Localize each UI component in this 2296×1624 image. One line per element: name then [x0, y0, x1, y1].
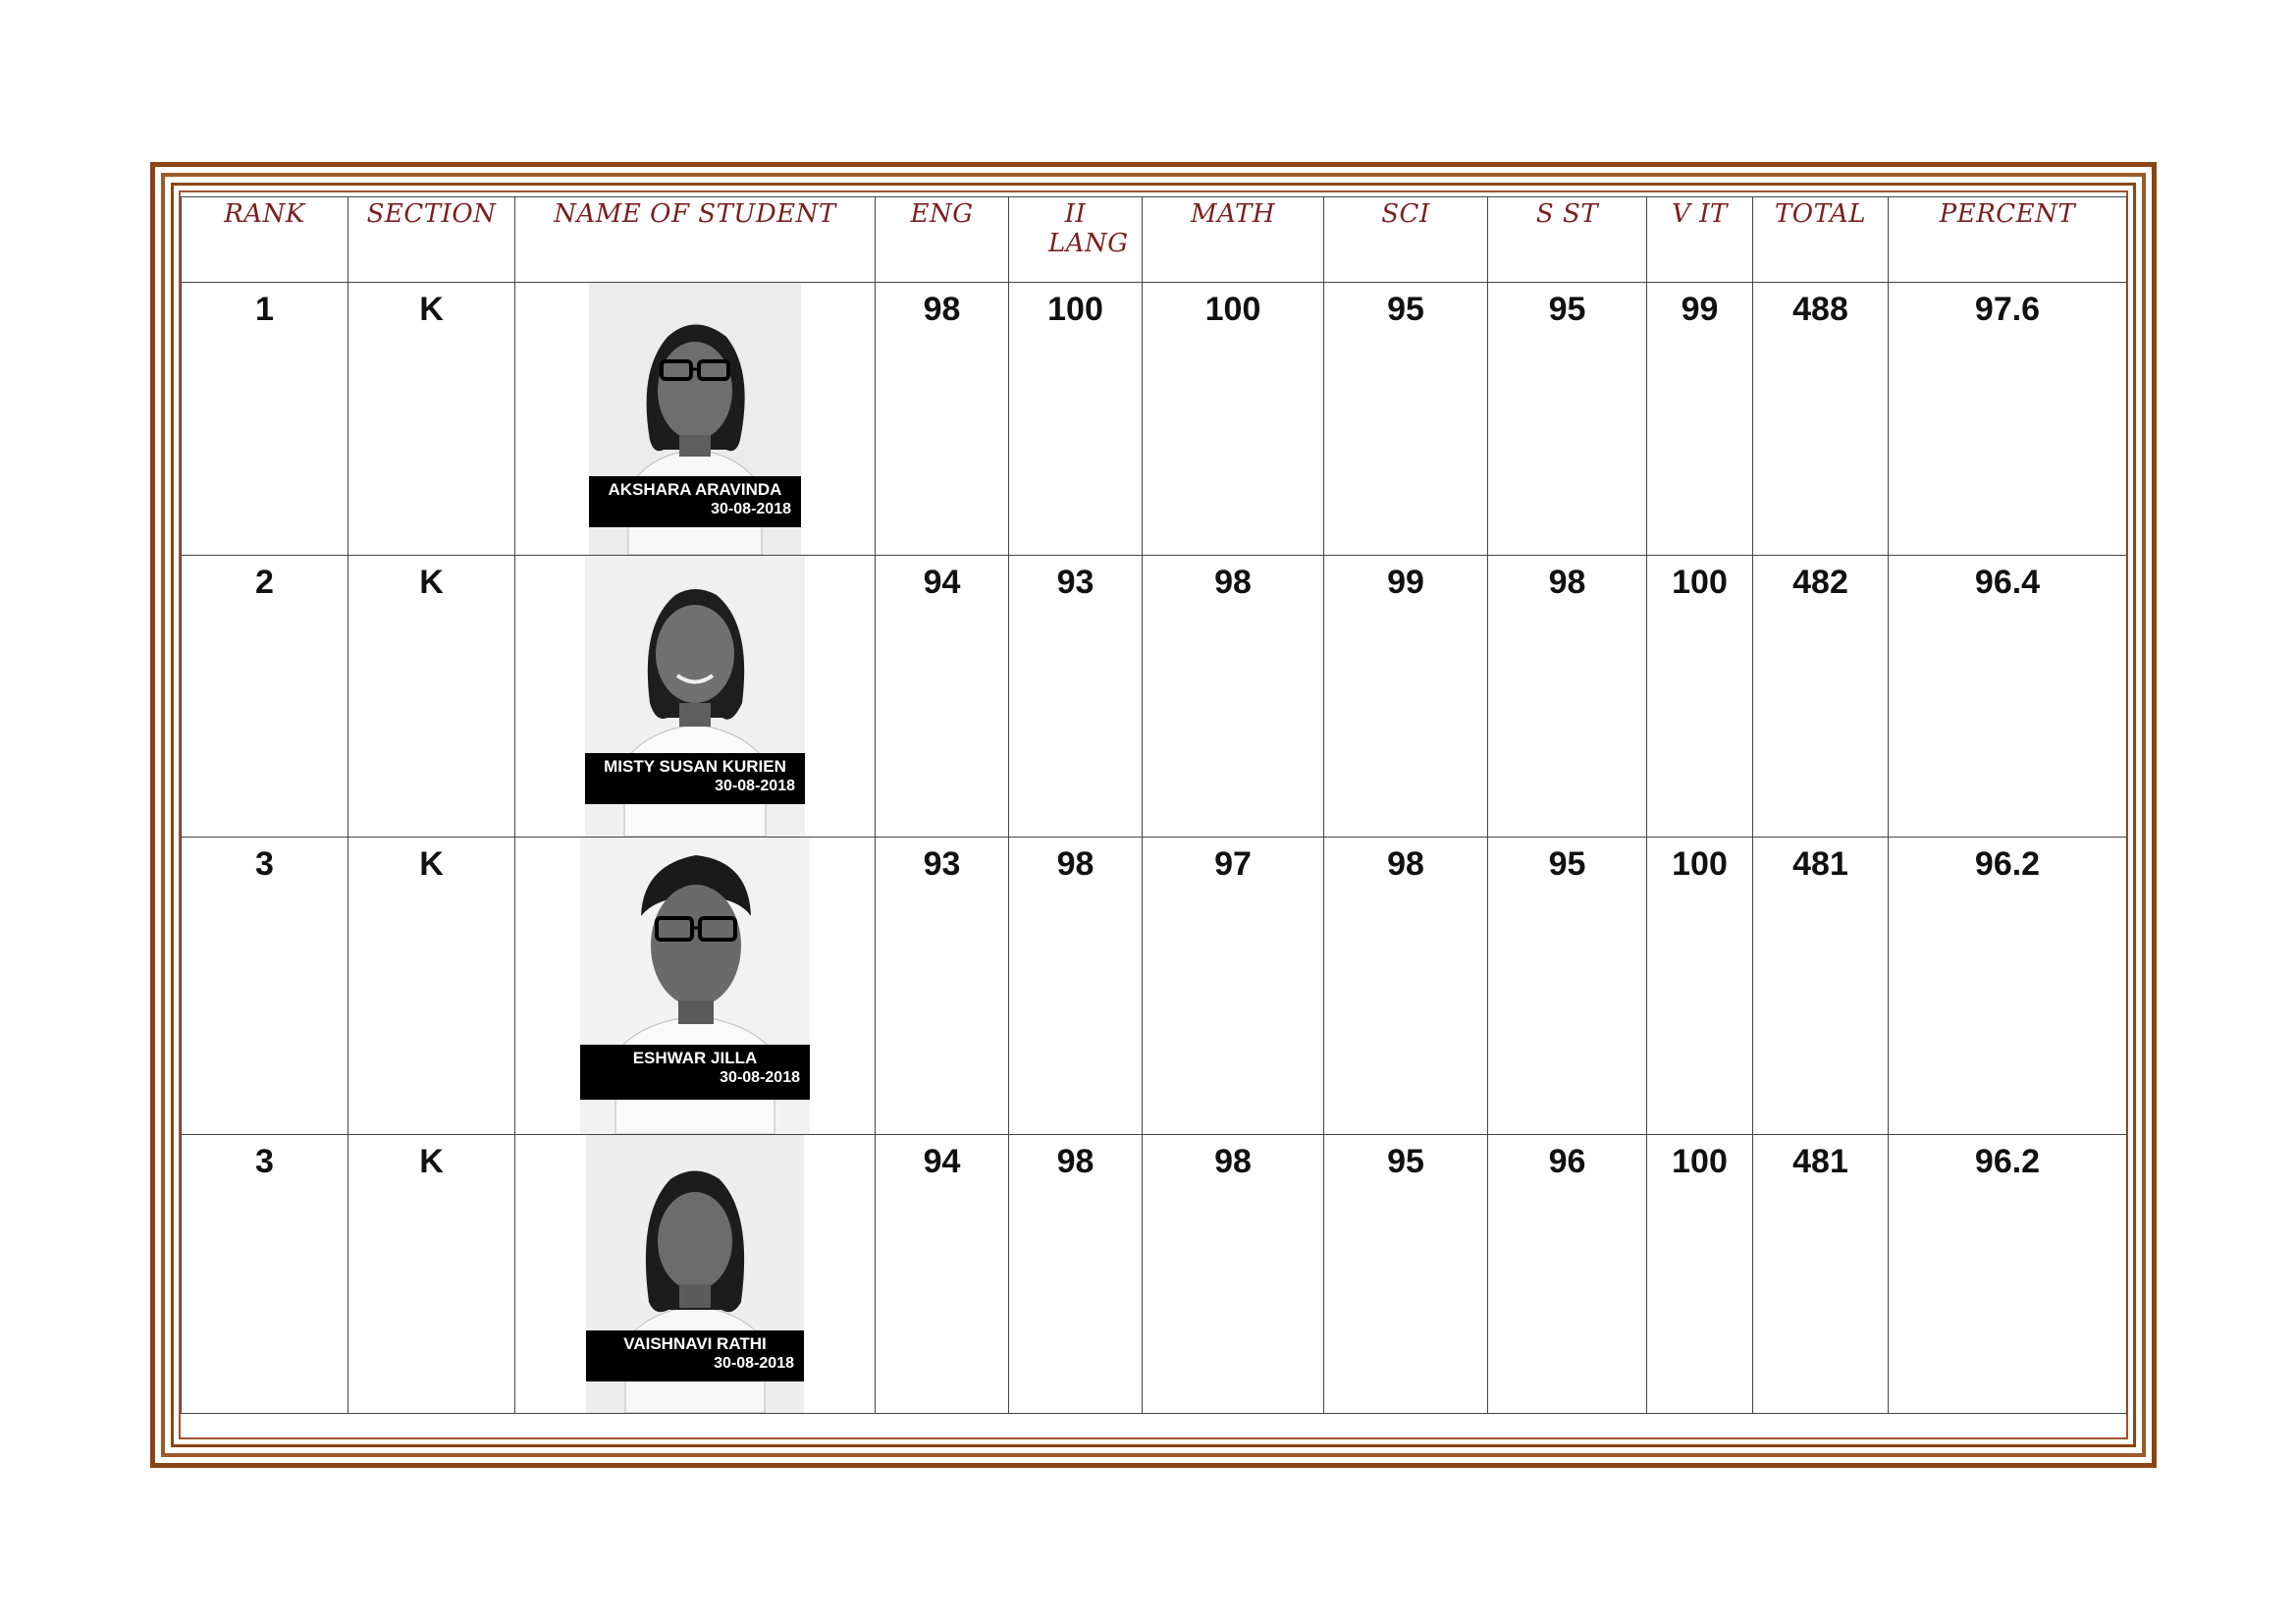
- photo-caption-date: 30-08-2018: [711, 501, 791, 517]
- table-row: [182, 556, 2127, 838]
- total-cell: 481: [1753, 838, 1889, 1135]
- student-photo: [586, 1135, 804, 1413]
- student-photo: [585, 556, 805, 837]
- sci-cell: 99: [1324, 556, 1488, 838]
- total-cell: 482: [1753, 556, 1889, 838]
- results-table: [181, 196, 2127, 1414]
- percent-cell: 96.2: [1889, 838, 2127, 1135]
- section-cell: K: [348, 556, 515, 838]
- header-name: NAME OF STUDENT: [515, 197, 876, 283]
- ii-lang-cell: 93: [1009, 556, 1143, 838]
- photo-caption-name: MISTY SUSAN KURIEN: [604, 757, 786, 776]
- section-cell: K: [348, 283, 515, 556]
- rank-cell: 3: [182, 838, 348, 1135]
- photo-caption-date: 30-08-2018: [714, 1355, 794, 1372]
- vit-cell: 99: [1647, 283, 1753, 556]
- eng-cell: 94: [876, 556, 1009, 838]
- header-sst: S ST: [1488, 197, 1647, 283]
- photo-caption-date: 30-08-2018: [720, 1069, 800, 1086]
- table-row: [182, 283, 2127, 556]
- math-cell: 97: [1143, 838, 1324, 1135]
- table-row: [182, 838, 2127, 1135]
- photo-caption: [580, 1045, 810, 1100]
- student-photo: [580, 838, 810, 1134]
- percent-cell: 97.6: [1889, 283, 2127, 556]
- photo-caption-name: AKSHARA ARAVINDA: [608, 480, 782, 499]
- ii-lang-cell: 100: [1009, 283, 1143, 556]
- rank-cell: 2: [182, 556, 348, 838]
- header-eng: ENG: [876, 197, 1009, 283]
- ii-lang-cell: 98: [1009, 1135, 1143, 1414]
- header-vit: V IT: [1647, 197, 1753, 283]
- header-math: MATH: [1143, 197, 1324, 283]
- eng-cell: 98: [876, 283, 1009, 556]
- header-percent: PERCENT: [1889, 197, 2127, 283]
- section-cell: K: [348, 1135, 515, 1414]
- vit-cell: 100: [1647, 1135, 1753, 1414]
- math-cell: 100: [1143, 283, 1324, 556]
- total-cell: 481: [1753, 1135, 1889, 1414]
- sci-cell: 98: [1324, 838, 1488, 1135]
- student-photo: [589, 283, 801, 555]
- sst-cell: 95: [1488, 838, 1647, 1135]
- photo-caption-name: ESHWAR JILLA: [632, 1049, 758, 1067]
- total-cell: 488: [1753, 283, 1889, 556]
- ii-lang-cell: 98: [1009, 838, 1143, 1135]
- photo-caption-name: VAISHNAVI RATHI: [623, 1334, 767, 1353]
- math-cell: 98: [1143, 1135, 1324, 1414]
- math-cell: 98: [1143, 556, 1324, 838]
- sci-cell: 95: [1324, 283, 1488, 556]
- header-ii-lang: II LANG: [1009, 197, 1143, 283]
- student-cell: [515, 1135, 876, 1414]
- eng-cell: 94: [876, 1135, 1009, 1414]
- photo-caption: [586, 1330, 804, 1381]
- eng-cell: 93: [876, 838, 1009, 1135]
- sst-cell: 95: [1488, 283, 1647, 556]
- student-cell: [515, 283, 876, 556]
- photo-caption: [585, 753, 805, 804]
- header-sci: SCI: [1324, 197, 1488, 283]
- vit-cell: 100: [1647, 556, 1753, 838]
- rank-cell: 1: [182, 283, 348, 556]
- student-cell: [515, 556, 876, 838]
- table-row: [182, 1135, 2127, 1414]
- photo-caption-date: 30-08-2018: [715, 778, 795, 794]
- sst-cell: 98: [1488, 556, 1647, 838]
- sst-cell: 96: [1488, 1135, 1647, 1414]
- sci-cell: 95: [1324, 1135, 1488, 1414]
- header-section: SECTION: [348, 197, 515, 283]
- vit-cell: 100: [1647, 838, 1753, 1135]
- percent-cell: 96.2: [1889, 1135, 2127, 1414]
- rank-cell: 3: [182, 1135, 348, 1414]
- header-rank: RANK: [182, 197, 348, 283]
- header-row: [182, 197, 2127, 283]
- header-total: TOTAL: [1753, 197, 1889, 283]
- photo-caption: [589, 476, 801, 527]
- percent-cell: 96.4: [1889, 556, 2127, 838]
- student-cell: [515, 838, 876, 1135]
- section-cell: K: [348, 838, 515, 1135]
